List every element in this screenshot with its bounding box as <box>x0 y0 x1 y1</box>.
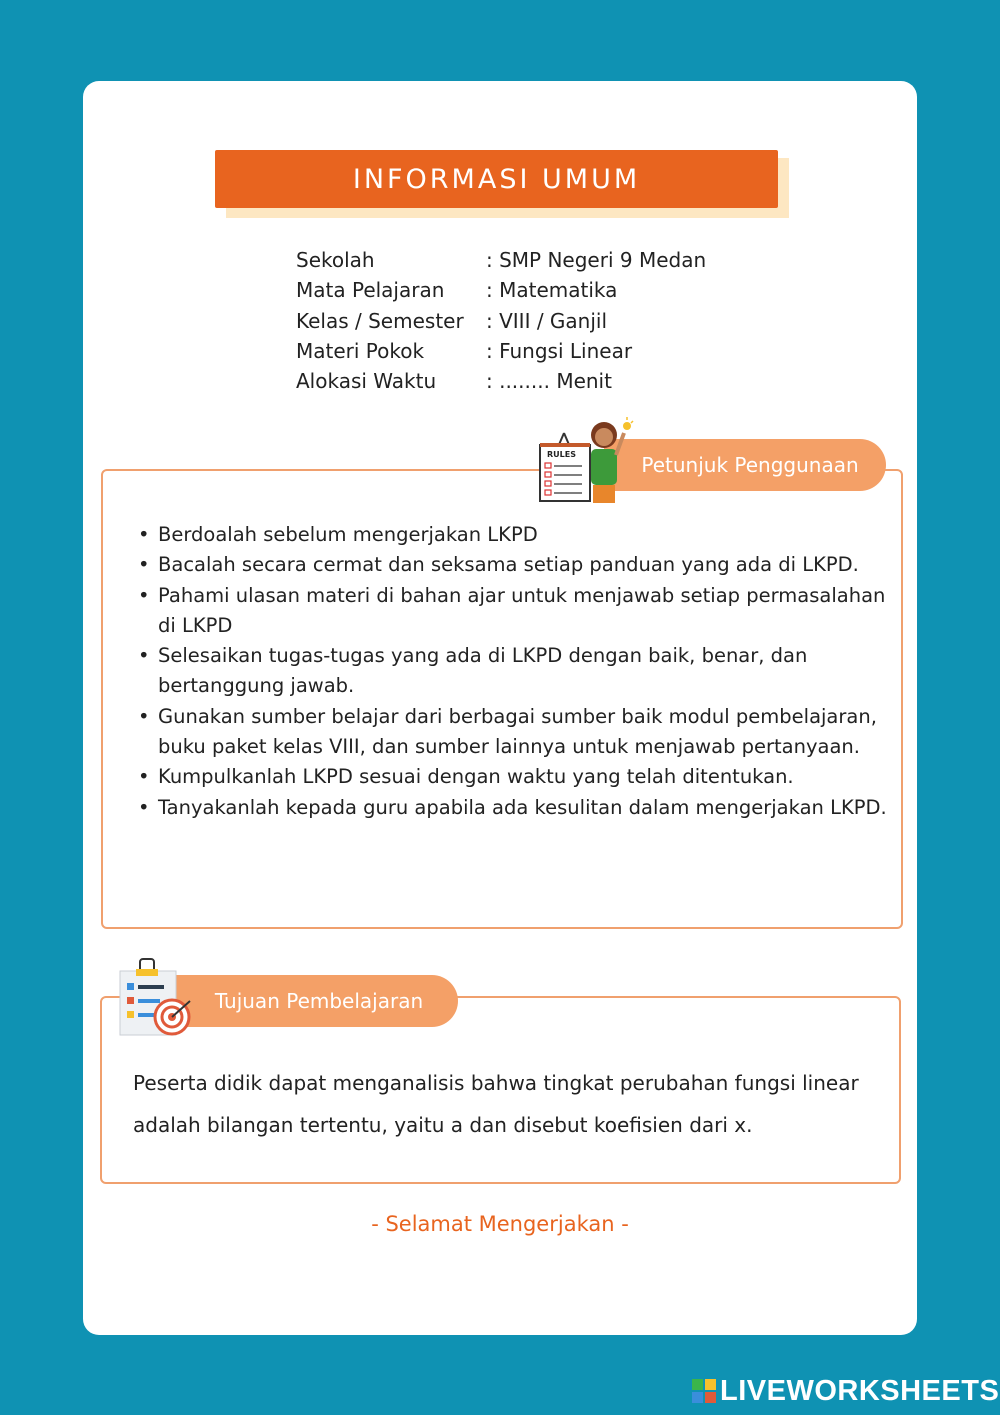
info-row <box>296 366 706 396</box>
info-value: : ........ Menit <box>486 369 612 394</box>
rules-label: RULES <box>547 450 576 459</box>
info-label: Materi Pokok <box>296 338 425 363</box>
instructions-list <box>136 520 898 823</box>
liveworksheets-logo <box>692 1374 999 1408</box>
list-item: • Kumpulkanlah LKPD sesuai dengan waktu yang telah ditentukan. <box>158 762 898 792</box>
info-value: : Matematika <box>486 278 618 303</box>
info-value: : VIII / Ganjil <box>486 308 608 333</box>
objectives-text: Peserta didik dapat menganalisis bahwa tingkat perubahan fungsi linear adalah bilangan tertentu, yaitu a dan disebut koefisien dari x. <box>133 1071 859 1137</box>
page-title: INFORMASI UMUM <box>215 150 778 208</box>
info-label: Sekolah <box>296 248 375 272</box>
info-label: Alokasi Waktu <box>296 369 437 394</box>
info-label: Kelas / Semester <box>296 308 464 333</box>
clipboard-target-icon <box>118 957 196 1037</box>
info-label: Mata Pelajaran <box>296 278 445 303</box>
info-value: : Fungsi Linear <box>486 338 633 363</box>
list-item: • Berdoalah sebelum mengerjakan LKPD <box>158 520 898 550</box>
info-row <box>296 336 706 366</box>
info-row <box>296 275 706 305</box>
list-item: • Selesaikan tugas-tugas yang ada di LKPD dengan baik, benar, dan bertanggung jawab. <box>158 641 898 702</box>
list-item: • Gunakan sumber belajar dari berbagai sumber baik modul pembelajaran, buku paket kelas VIII, dan sumber lainnya untuk menjawab pertanyaan. <box>158 702 898 763</box>
general-info <box>296 245 706 396</box>
closing-text: - Selamat Mengerjakan - <box>371 1212 629 1236</box>
list-item: • Pahami ulasan materi di bahan ajar untuk menjawab setiap permasalahan di LKPD <box>158 581 898 642</box>
info-row <box>296 245 706 275</box>
info-value: : SMP Negeri 9 Medan <box>486 248 707 272</box>
list-item: • Tanyakanlah kepada guru apabila ada kesulitan dalam mengerjakan LKPD. <box>158 793 898 823</box>
info-row <box>296 306 706 336</box>
rules-board-person-icon <box>536 415 636 507</box>
list-item: • Bacalah secara cermat dan seksama setiap panduan yang ada di LKPD. <box>158 550 898 580</box>
brand-name: LIVEWORKSHEETS <box>720 1374 1000 1407</box>
instructions-heading: Petunjuk Penggunaan <box>604 439 886 491</box>
objectives-heading: Tujuan Pembelajaran <box>170 975 458 1027</box>
liveworksheets-icon <box>692 1379 716 1403</box>
